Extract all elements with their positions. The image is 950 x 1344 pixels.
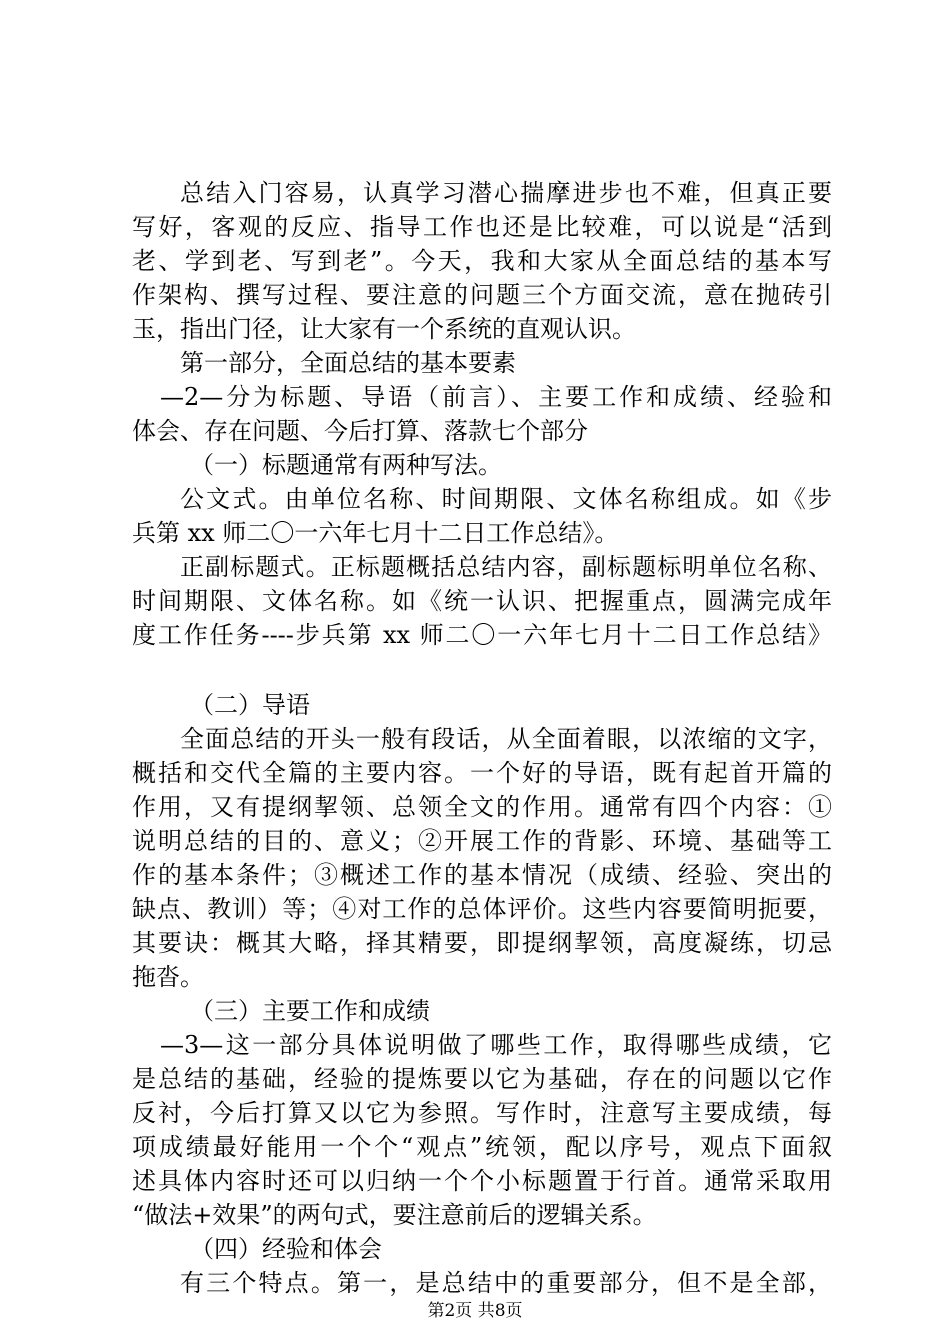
text-line: 反衬，今后打算又以它为参照。写作时，注意写主要成绩，每 xyxy=(132,1099,832,1127)
text-line: 兵第 xx 师二〇一六年七月十二日工作总结》。 xyxy=(132,519,619,547)
text-line: 拖沓。 xyxy=(132,963,204,991)
subsection-heading: （四）经验和体会 xyxy=(190,1235,382,1263)
text-line: 体会、存在问题、今后打算、落款七个部分 xyxy=(132,417,588,445)
section-heading: 第一部分，全面总结的基本要素 xyxy=(180,349,516,377)
text-line: 作用，又有提纲挈领、总领全文的作用。通常有四个内容：① xyxy=(132,793,832,821)
text-line: 公文式。由单位名称、时间期限、文体名称组成。如《步 xyxy=(180,485,832,513)
text-line: 述具体内容时还可以归纳一个个小标题置于行首。通常采取用 xyxy=(132,1167,832,1195)
text-line: 有三个特点。第一，是总结中的重要部分，但不是全部， xyxy=(180,1269,832,1297)
subsection-heading: （二）导语 xyxy=(190,691,310,719)
text-line: 正副标题式。正标题概括总结内容，副标题标明单位名称、 xyxy=(180,553,832,581)
text-line: 项成绩最好能用一个个“观点”统领，配以序号，观点下面叙 xyxy=(132,1133,832,1161)
text-line: 缺点、教训）等；④对工作的总体评价。这些内容要简明扼要， xyxy=(132,895,832,923)
text-line: “做法+效果”的两句式，要注意前后的逻辑关系。 xyxy=(132,1201,657,1229)
text-line: 作架构、撰写过程、要注意的问题三个方面交流，意在抛砖引 xyxy=(132,281,832,309)
text-line: 说明总结的目的、意义；②开展工作的背影、环境、基础等工 xyxy=(132,827,832,855)
text-line: 其要诀：概其大略，择其精要，即提纲挈领，高度凝练，切忌 xyxy=(132,929,832,957)
text-line: 玉，指出门径，让大家有一个系统的直观认识。 xyxy=(132,315,636,343)
text-line: 写好，客观的反应、指导工作也还是比较难，可以说是“活到 xyxy=(132,213,832,241)
subsection-heading: （三）主要工作和成绩 xyxy=(190,997,430,1025)
text-line: 老、学到老、写到老”。今天，我和大家从全面总结的基本写 xyxy=(132,247,832,275)
text-line: —2—分为标题、导语（前言）、主要工作和成绩、经验和 xyxy=(160,383,832,411)
text-line: 概括和交代全篇的主要内容。一个好的导语，既有起首开篇的 xyxy=(132,759,832,787)
text-line: 是总结的基础，经验的提炼要以它为基础，存在的问题以它作 xyxy=(132,1065,832,1093)
subsection-heading: （一）标题通常有两种写法。 xyxy=(190,451,502,479)
text-line: —3—这一部分具体说明做了哪些工作，取得哪些成绩，它 xyxy=(160,1031,832,1059)
text-line: 作的基本条件；③概述工作的基本情况（成绩、经验、突出的 xyxy=(132,861,832,889)
text-line: 全面总结的开头一般有段话，从全面着眼，以浓缩的文字， xyxy=(180,725,832,753)
text-line: 度工作任务----步兵第 xx 师二〇一六年七月十二日工作总结》 xyxy=(132,621,832,649)
text-line: 总结入门容易，认真学习潜心揣摩进步也不难，但真正要 xyxy=(180,179,832,207)
text-line: 时间期限、文体名称。如《统一认识、把握重点，圆满完成年 xyxy=(132,587,832,615)
page-footer: 第2页 共8页 xyxy=(427,1301,523,1321)
